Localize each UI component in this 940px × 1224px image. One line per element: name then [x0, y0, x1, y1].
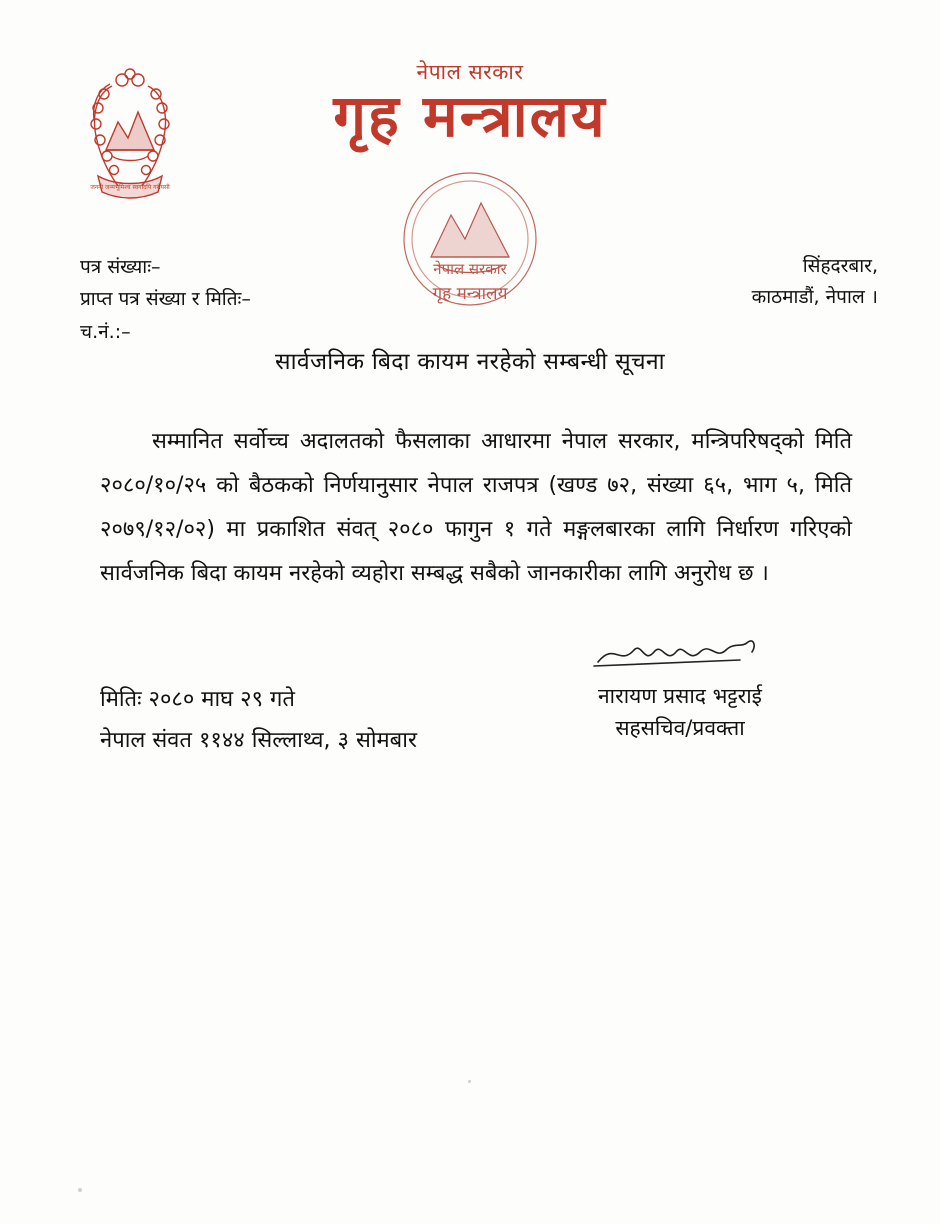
letter-meta-left — [80, 251, 251, 348]
address-line-1: सिंहदरबार, — [802, 255, 878, 277]
notice-subject — [0, 344, 940, 376]
received-letter-number-date: प्राप्त पत्र संख्या र मितिः– — [80, 288, 251, 311]
date-block — [100, 680, 417, 761]
signature-block — [520, 636, 840, 742]
ministry-title: गृह मन्त्रालय — [333, 82, 607, 150]
ministry-seal-icon — [385, 161, 555, 326]
handwritten-signature-icon — [520, 636, 840, 676]
government-line: नेपाल सरकार — [416, 60, 524, 84]
seal-text-bottom: गृह मन्त्रालय — [432, 284, 508, 304]
scan-speck — [468, 1080, 471, 1083]
seal-text-top: नेपाल सरकार — [433, 260, 507, 278]
letterhead — [0, 46, 940, 343]
bikram-sambat-date: मितिः २०८० माघ २९ गते — [100, 687, 295, 712]
nepal-sambat-date: नेपाल संवत ११४४ सिल्लाथ्व, ३ सोमबार — [100, 727, 417, 753]
signatory-name: नारायण प्रसाद भट्टराई — [598, 684, 762, 708]
notice-body-text: सम्मानित सर्वोच्च अदालतको फैसलाका आधारमा नेपाल सरकार, मन्त्रिपरिषद्‌को मिति २०८०/१०/२५ को बैठकको निर्णयानुसार नेपाल राजपत्र (खण्ड ७२, संख्या ६५, भाग ५, मिति २०७९/१२/०२) मा प्रकाशित संवत् २०८० फागुन १ गते मङ्गलबारका लागि निर्धारण गरिएको सार्वजनिक बिदा कायम नरहेको व्यहोरा सम्बद्ध सबैको जानकारीका लागि अनुरोध छ । — [100, 429, 852, 586]
letterhead-address — [752, 251, 878, 314]
letter-number: पत्र संख्याः– — [80, 256, 161, 278]
cha-na: च.नं.:– — [80, 320, 131, 343]
scan-speck — [78, 1188, 82, 1192]
notice-body — [100, 420, 852, 596]
notice-subject-text: सार्वजनिक बिदा कायम नरहेको सम्बन्धी सूचना — [275, 349, 665, 375]
address-line-2: काठमाडौं, नेपाल । — [751, 286, 878, 309]
svg-text:जननी जन्मभूमिश्च स्वर्गादपि गर: जननी जन्मभूमिश्च स्वर्गादपि गरीयसी — [90, 184, 170, 191]
signatory-designation: सहसचिव/प्रवक्ता — [615, 716, 745, 740]
